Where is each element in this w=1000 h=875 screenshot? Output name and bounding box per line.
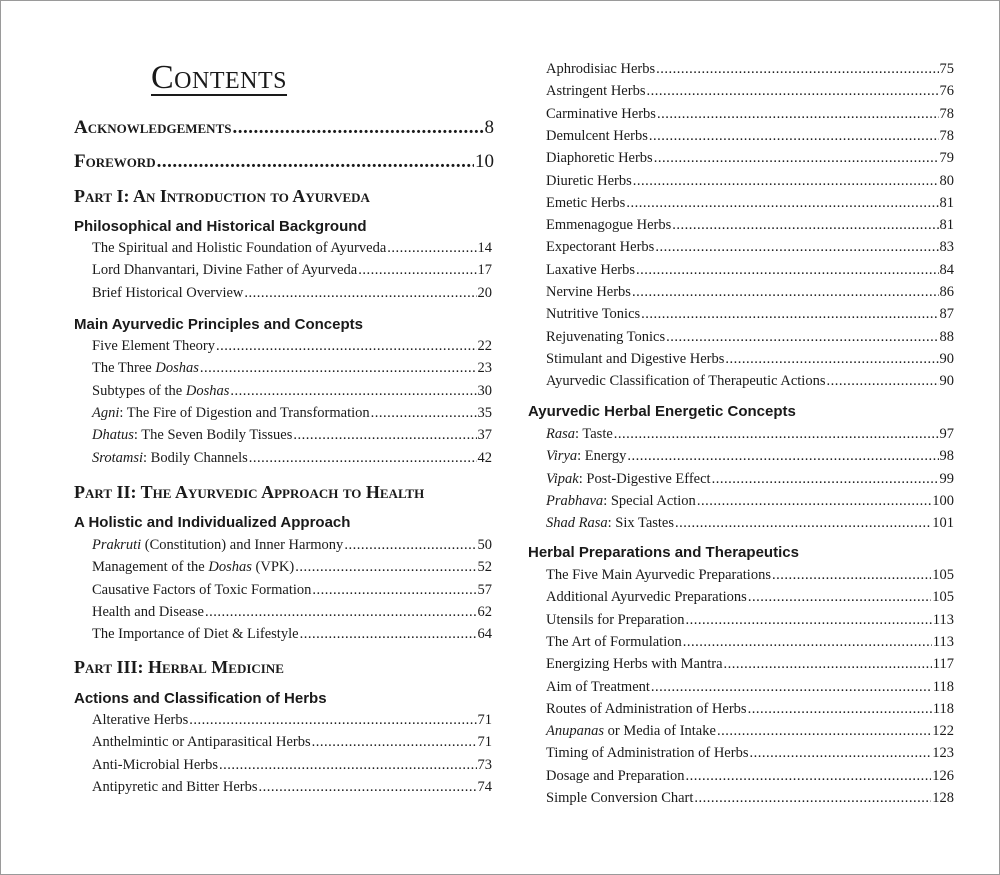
dot-leader xyxy=(312,734,477,751)
page-number: 78 xyxy=(939,127,954,144)
entry-italic-term: Doshas xyxy=(155,360,199,377)
page-number: 117 xyxy=(932,656,954,673)
dot-leader xyxy=(651,679,932,696)
part-heading: Part III: Herbal Medicine xyxy=(74,657,284,677)
page-number: 64 xyxy=(477,626,492,643)
page-number: 71 xyxy=(477,712,492,728)
toc-entry[interactable] xyxy=(546,239,954,256)
entry-text: Subtypes of the xyxy=(92,382,186,399)
dot-leader xyxy=(219,757,476,774)
entry-title xyxy=(546,351,724,368)
entry-italic-term: Vipak xyxy=(546,470,579,487)
entry-label: Acknowledgements xyxy=(74,117,232,138)
entry-title xyxy=(546,515,674,532)
toc-entry[interactable] xyxy=(546,150,954,167)
page-number: 98 xyxy=(939,448,954,465)
entry-title xyxy=(92,734,311,751)
entry-title xyxy=(546,448,626,465)
dot-leader xyxy=(694,790,931,807)
page-number: 118 xyxy=(932,700,954,717)
entry-text: Five Element Theory xyxy=(92,338,215,354)
dot-leader xyxy=(249,450,477,467)
toc-entry[interactable] xyxy=(546,306,954,323)
entry-italic-term: Virya xyxy=(546,448,578,465)
toc-entry[interactable] xyxy=(92,360,492,377)
dot-leader xyxy=(655,239,938,256)
page-number: 57 xyxy=(477,581,492,598)
entry-italic-term: Anupanas xyxy=(546,723,604,740)
entry-title xyxy=(92,450,248,467)
toc-entry[interactable] xyxy=(546,790,954,807)
entry-title xyxy=(546,262,635,279)
entry-text: : The Fire of Digestion and Transformation xyxy=(119,404,370,421)
dot-leader xyxy=(632,284,939,301)
entry-text: Ayurvedic Classification of Therapeutic Actions xyxy=(546,373,826,390)
entry-text: Aim of Treatment xyxy=(546,678,650,695)
entry-title xyxy=(546,471,711,488)
entry-title xyxy=(92,383,229,400)
entry-text: Timing of Administration of Herbs xyxy=(546,745,749,762)
entry-text: (VPK) xyxy=(251,559,295,576)
entry-text: The Importance of Diet & Lifestyle xyxy=(92,626,299,643)
entry-title xyxy=(546,61,655,78)
page-number: 74 xyxy=(477,778,492,795)
page-number: 73 xyxy=(477,756,492,773)
dot-leader xyxy=(205,604,477,621)
entry-text: Rejuvenating Tonics xyxy=(546,328,666,345)
dot-leader xyxy=(259,779,477,796)
toc-entry[interactable] xyxy=(92,559,492,576)
entry-title xyxy=(546,217,671,234)
toc-entry[interactable] xyxy=(546,106,954,123)
toc-entry[interactable] xyxy=(546,768,954,785)
entry-text: Nervine Herbs xyxy=(546,284,631,300)
page-number: 78 xyxy=(939,105,954,122)
entry-title xyxy=(92,712,188,729)
entry-label: Foreword xyxy=(74,151,156,172)
dot-leader xyxy=(627,448,938,465)
entry-title xyxy=(92,360,199,377)
toc-entry[interactable] xyxy=(546,745,954,762)
dot-leader xyxy=(371,405,477,422)
page-number: 50 xyxy=(477,537,492,553)
toc-entry[interactable] xyxy=(92,450,492,467)
toc-entry[interactable] xyxy=(546,679,954,696)
entry-title xyxy=(92,338,215,355)
entry-title xyxy=(546,745,748,762)
dot-leader xyxy=(686,612,932,629)
entry-title xyxy=(546,284,631,301)
dot-leader xyxy=(200,360,477,377)
entry-text: : Bodily Channels xyxy=(143,449,248,466)
entry-text: Antipyretic and Bitter Herbs xyxy=(92,778,258,795)
page-number: 23 xyxy=(477,360,492,377)
toc-entry[interactable] xyxy=(546,351,954,368)
dot-leader xyxy=(672,217,938,234)
section-heading: Philosophical and Historical Background xyxy=(74,218,367,235)
page-number: 105 xyxy=(932,589,954,606)
toc-entry[interactable] xyxy=(92,338,492,355)
entry-title xyxy=(92,405,370,422)
toc-entry[interactable] xyxy=(546,589,954,606)
entry-title xyxy=(92,285,243,302)
entry-title xyxy=(546,612,685,629)
page-number: 52 xyxy=(477,559,492,576)
dot-leader xyxy=(697,493,931,510)
entry-text: Emmenagogue Herbs xyxy=(546,217,672,234)
entry-title xyxy=(546,329,665,346)
dot-leader xyxy=(646,83,938,100)
toc-entry[interactable] xyxy=(92,240,492,257)
entry-title xyxy=(92,779,258,796)
page-title: Contents xyxy=(151,59,288,96)
page-number: 90 xyxy=(939,373,954,390)
dot-leader xyxy=(654,150,939,167)
toc-entry[interactable] xyxy=(92,262,492,279)
page-number: 83 xyxy=(939,239,954,256)
entry-text: The Five Main Ayurvedic Preparations xyxy=(546,567,771,583)
entry-italic-term: Doshas xyxy=(185,382,230,399)
entry-text: : Six Tastes xyxy=(607,515,675,532)
entry-title xyxy=(546,701,747,718)
section-heading: Ayurvedic Herbal Energetic Concepts xyxy=(528,403,796,420)
dot-leader xyxy=(826,373,938,390)
entry-text: : Special Action xyxy=(603,492,696,509)
entry-title xyxy=(92,559,294,576)
entry-text: Utensils for Preparation xyxy=(546,611,685,628)
toc-entry[interactable] xyxy=(546,701,954,718)
page-number: 99 xyxy=(939,470,954,487)
toc-entry[interactable] xyxy=(546,612,954,629)
page-number: 87 xyxy=(939,306,954,323)
page-number: 113 xyxy=(932,633,954,650)
entry-text: Management of the xyxy=(92,559,209,576)
section-heading: A Holistic and Individualized Approach xyxy=(74,514,351,531)
entry-title xyxy=(546,679,650,696)
entry-text: Additional Ayurvedic Preparations xyxy=(546,589,747,606)
entry-text: Carminative Herbs xyxy=(546,105,656,122)
dot-leader xyxy=(626,195,938,212)
entry-title xyxy=(546,83,645,100)
page-number: 62 xyxy=(477,603,492,620)
entry-text: : The Seven Bodily Tissues xyxy=(133,427,293,444)
page-number: 20 xyxy=(477,284,492,301)
entry-text: : Post-Digestive Effect xyxy=(578,470,711,487)
toc-entry[interactable] xyxy=(546,471,954,488)
entry-title xyxy=(546,239,654,256)
entry-title xyxy=(92,262,357,279)
entry-text: Dosage and Preparation xyxy=(546,767,685,784)
entry-title xyxy=(546,173,632,190)
entry-text: The Spiritual and Holistic Foundation of Ayurveda xyxy=(92,240,387,256)
entry-title xyxy=(546,128,648,145)
page-number: 79 xyxy=(939,150,954,167)
entry-title xyxy=(546,790,693,807)
toc-entry[interactable] xyxy=(92,779,492,796)
dot-leader xyxy=(230,383,476,400)
page-number: 118 xyxy=(932,678,954,695)
dot-leader xyxy=(633,173,939,190)
entry-text: (Constitution) and Inner Harmony xyxy=(141,537,344,553)
toc-entry[interactable] xyxy=(546,329,954,346)
toc-entry[interactable] xyxy=(92,712,492,729)
entry-title xyxy=(546,768,685,785)
page-number: 81 xyxy=(939,194,954,211)
page-number: 126 xyxy=(932,767,954,784)
page-number: 122 xyxy=(932,723,954,740)
dot-leader xyxy=(666,329,938,346)
dot-leader xyxy=(675,515,931,532)
entry-italic-term: Agni xyxy=(92,404,120,421)
page-number: 86 xyxy=(939,284,954,300)
dot-leader xyxy=(157,151,474,173)
entry-text: Anthelmintic or Antiparasitical Herbs xyxy=(92,734,311,751)
dot-leader xyxy=(300,626,477,643)
entry-title xyxy=(74,151,156,173)
dot-leader xyxy=(748,701,932,718)
dot-leader xyxy=(649,128,939,145)
page-number: 90 xyxy=(939,350,954,367)
entry-title xyxy=(546,634,682,651)
page-number: 35 xyxy=(477,404,492,421)
part-heading: Part I: An Introduction to Ayurveda xyxy=(74,186,370,206)
dot-leader xyxy=(748,589,931,606)
dot-leader xyxy=(358,262,476,279)
entry-title xyxy=(92,757,218,774)
entry-title xyxy=(546,150,653,167)
page-number: 84 xyxy=(939,261,954,278)
dot-leader xyxy=(293,427,476,444)
page-number: 88 xyxy=(939,328,954,345)
entry-text: Stimulant and Digestive Herbs xyxy=(546,350,725,367)
entry-text: Nutritive Tonics xyxy=(546,306,641,323)
toc-entry[interactable] xyxy=(92,285,492,302)
page-number: 76 xyxy=(939,83,954,100)
toc-acknowledgements[interactable] xyxy=(74,117,494,139)
page-number: 17 xyxy=(477,262,492,279)
toc-entry[interactable] xyxy=(546,262,954,279)
toc-entry[interactable] xyxy=(92,537,492,554)
page-number: 30 xyxy=(477,382,492,399)
entry-text: Anti-Microbial Herbs xyxy=(92,756,219,773)
entry-text: Astringent Herbs xyxy=(546,83,646,100)
toc-entry[interactable] xyxy=(92,626,492,643)
toc-entry[interactable] xyxy=(92,734,492,751)
entry-title xyxy=(546,426,613,443)
dot-leader xyxy=(295,559,476,576)
page-number: 81 xyxy=(939,217,954,234)
entry-text: Lord Dhanvantari, Divine Father of Ayurveda xyxy=(92,262,358,279)
entry-title xyxy=(92,582,311,599)
toc-entry[interactable] xyxy=(546,515,954,532)
entry-title xyxy=(546,195,625,212)
entry-italic-term: Rasa xyxy=(546,426,575,442)
page-number: 101 xyxy=(932,515,954,532)
dot-leader xyxy=(244,285,476,302)
dot-leader xyxy=(189,712,476,729)
entry-title xyxy=(546,493,696,510)
toc-entry[interactable] xyxy=(546,567,954,584)
toc-entry[interactable] xyxy=(546,83,954,100)
entry-text: or Media of Intake xyxy=(604,723,716,740)
toc-entry[interactable] xyxy=(546,173,954,190)
toc-entry[interactable] xyxy=(546,217,954,234)
entry-text: Emetic Herbs xyxy=(546,194,626,211)
dot-leader xyxy=(724,656,932,673)
toc-entry[interactable] xyxy=(546,128,954,145)
entry-text: Demulcent Herbs xyxy=(546,127,648,144)
page-number: 75 xyxy=(939,61,954,77)
dot-leader xyxy=(717,723,931,740)
toc-entry[interactable] xyxy=(546,634,954,651)
entry-text: The Art of Formulation xyxy=(546,633,682,650)
dot-leader xyxy=(657,106,939,123)
toc-entry[interactable] xyxy=(546,195,954,212)
entry-title xyxy=(92,604,204,621)
entry-title xyxy=(546,106,656,123)
page-number: 71 xyxy=(477,734,492,751)
toc-entry[interactable] xyxy=(92,383,492,400)
entry-text: Alterative Herbs xyxy=(92,712,189,728)
entry-italic-term: Doshas xyxy=(208,559,252,576)
entry-text: Aphrodisiac Herbs xyxy=(546,61,656,77)
dot-leader xyxy=(387,240,476,257)
page-number: 123 xyxy=(932,745,954,762)
entry-text: Brief Historical Overview xyxy=(92,284,244,301)
section-heading: Herbal Preparations and Therapeutics xyxy=(528,544,799,561)
dot-leader xyxy=(312,582,476,599)
toc-entry[interactable] xyxy=(546,448,954,465)
dot-leader xyxy=(614,426,939,443)
page-number: 128 xyxy=(932,790,954,806)
page-number: 80 xyxy=(939,172,954,189)
toc-entry[interactable] xyxy=(546,61,954,78)
entry-text: Diuretic Herbs xyxy=(546,172,632,189)
entry-text: Health and Disease xyxy=(92,603,204,620)
page-number: 105 xyxy=(932,567,954,583)
part-heading: Part II: The Ayurvedic Approach to Health xyxy=(74,482,425,502)
entry-text: Diaphoretic Herbs xyxy=(546,150,653,167)
page-number: 37 xyxy=(477,427,492,444)
entry-title xyxy=(546,306,640,323)
toc-entry[interactable] xyxy=(92,604,492,621)
page-number: 100 xyxy=(932,492,954,509)
page-number: 10 xyxy=(475,151,494,172)
dot-leader xyxy=(656,61,938,78)
toc-entry[interactable] xyxy=(546,493,954,510)
dot-leader xyxy=(725,351,938,368)
section-heading: Main Ayurvedic Principles and Concepts xyxy=(74,316,363,333)
page-number: 97 xyxy=(939,426,954,442)
dot-leader xyxy=(712,471,939,488)
entry-title xyxy=(546,656,723,673)
page-number: 8 xyxy=(484,117,494,138)
toc-entry[interactable] xyxy=(546,284,954,301)
entry-title xyxy=(92,626,299,643)
entry-italic-term: Prabhava xyxy=(546,492,604,509)
entry-text: Simple Conversion Chart xyxy=(546,790,694,806)
toc-entry[interactable] xyxy=(92,427,492,444)
toc-entry[interactable] xyxy=(92,757,492,774)
entry-title xyxy=(546,373,825,390)
toc-entry[interactable] xyxy=(546,723,954,740)
entry-title xyxy=(74,117,231,139)
toc-entry[interactable] xyxy=(546,373,954,390)
dot-leader xyxy=(344,537,476,554)
toc-entry[interactable] xyxy=(92,582,492,599)
entry-italic-term: Dhatus xyxy=(92,427,134,444)
page-number: 42 xyxy=(477,449,492,466)
dot-leader xyxy=(772,567,931,584)
dot-leader xyxy=(686,768,932,785)
entry-title xyxy=(92,537,343,554)
dot-leader xyxy=(216,338,477,355)
dot-leader xyxy=(749,745,931,762)
entry-italic-term: Shad Rasa xyxy=(546,515,608,532)
toc-entry[interactable] xyxy=(92,405,492,422)
entry-text: Energizing Herbs with Mantra xyxy=(546,656,723,673)
entry-title xyxy=(546,589,747,606)
dot-leader xyxy=(232,117,483,139)
entry-text: The Three xyxy=(92,360,156,377)
entry-text: Expectorant Herbs xyxy=(546,239,655,256)
section-heading: Actions and Classification of Herbs xyxy=(74,690,327,707)
page-number: 113 xyxy=(932,611,954,628)
entry-text: : Energy xyxy=(577,448,627,465)
dot-leader xyxy=(641,306,938,323)
entry-text: Laxative Herbs xyxy=(546,261,635,278)
toc-entry[interactable] xyxy=(546,656,954,673)
entry-title xyxy=(546,723,716,740)
entry-title xyxy=(92,427,292,444)
entry-title xyxy=(92,240,386,257)
entry-text: Routes of Administration of Herbs xyxy=(546,700,747,717)
toc-entry[interactable] xyxy=(546,426,954,443)
entry-text: : Taste xyxy=(575,426,613,442)
page-number: 22 xyxy=(477,338,492,354)
entry-italic-term: Srotamsi xyxy=(92,449,144,466)
page-number: 14 xyxy=(477,240,492,256)
entry-italic-term: Prakruti xyxy=(92,537,142,553)
entry-text: Causative Factors of Toxic Formation xyxy=(92,581,312,598)
dot-leader xyxy=(683,634,932,651)
dot-leader xyxy=(636,262,939,279)
toc-foreword[interactable] xyxy=(74,151,494,173)
entry-title xyxy=(546,567,771,584)
